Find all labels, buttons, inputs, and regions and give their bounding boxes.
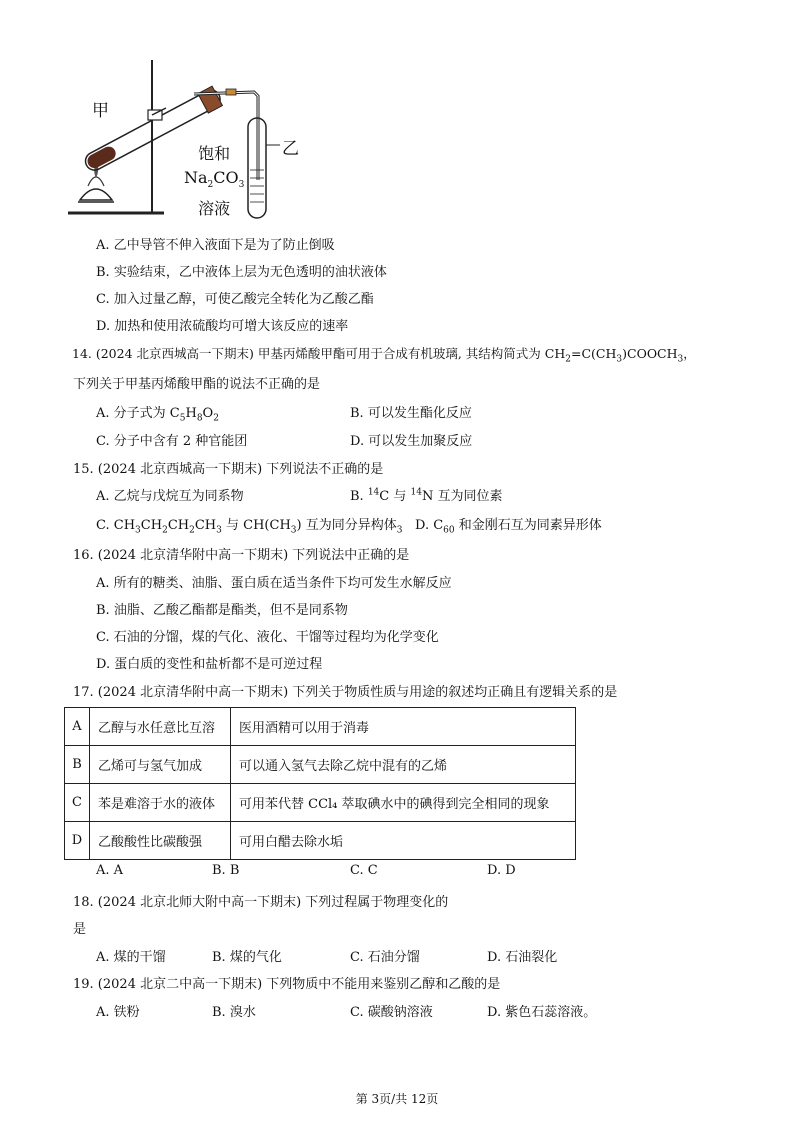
table-row — [65, 822, 576, 860]
q19-option-d: D. 紫色石蕊溶液。 — [487, 1005, 597, 1020]
reagent-line2: $Na_2CO_3$ — [184, 168, 245, 191]
row-use: 可用白醋去除水垢 — [231, 822, 576, 860]
q16-option-c: C. 石油的分馏，煤的气化、液化、干馏等过程均为化学变化 — [96, 630, 439, 645]
q18-option-b: B. 煤的气化 — [212, 950, 282, 965]
table-row — [65, 746, 576, 784]
q14-option-b: B. 可以发生酯化反应 — [350, 406, 472, 421]
q19-option-b: B. 溴水 — [212, 1005, 256, 1020]
row-key: A — [65, 708, 90, 746]
reagent-line1: 饱和 — [198, 144, 231, 163]
q17-answer-b: B. B — [212, 863, 240, 878]
q16-option-b: B. 油脂、乙酸乙酯都是酯类，但不是同系物 — [96, 603, 348, 618]
row-key: B — [65, 746, 90, 784]
q13-option-c: C. 加入过量乙醇，可使乙酸完全转化为乙酸乙酯 — [96, 292, 374, 307]
label-jia: 甲 — [92, 101, 109, 121]
label-yi: 乙 — [282, 139, 299, 159]
q15-option-d: D. $C_{60}$ 和金刚石互为同素异形体 — [415, 518, 602, 536]
q18-option-c: C. 石油分馏 — [350, 950, 420, 965]
row-use: 医用酒精可以用于消毒 — [231, 708, 576, 746]
q17-answer-d: D. D — [487, 863, 516, 878]
reagent-label — [184, 142, 244, 221]
q16-option-d: D. 蛋白质的变性和盐析都不是可逆过程 — [96, 657, 323, 672]
q15-option-a: A. 乙烷与戊烷互为同系物 — [96, 489, 244, 504]
row-key: C — [65, 784, 90, 822]
row-use: 可以通入氢气去除乙烷中混有的乙烯 — [231, 746, 576, 784]
table-row — [65, 784, 576, 822]
q15-option-b: B. $^{14}$C 与 $^{14}$N 互为同位素 — [350, 487, 503, 504]
row-use: 可用苯代替 CCl₄ 萃取碘水中的碘得到完全相同的现象 — [231, 784, 576, 822]
row-property: 乙烯可与氢气加成 — [90, 746, 231, 784]
q16-stem: 16. (2024 北京清华附中高一下期末) 下列说法中正确的是 — [73, 548, 410, 563]
table-row — [65, 708, 576, 746]
q15-option-c: C. $CH_3CH_2CH_2CH_3$ 与 $CH(CH_3)$ 互为同分异构体$_3$ — [96, 518, 403, 536]
row-key: D — [65, 822, 90, 860]
q14-stem-line2: 下列关于甲基丙烯酸甲酯的说法不正确的是 — [73, 377, 321, 392]
q18-stem-line2: 是 — [73, 922, 87, 937]
q14-stem: 14. (2024 北京西城高一下期末) 甲基丙烯酸甲酯可用于合成有机玻璃, 其结构简式为 $CH_2=C(CH_3)COOCH_3$， — [72, 346, 696, 365]
q13-option-b: B. 实验结束，乙中液体上层为无色透明的油状液体 — [96, 265, 387, 280]
q18-stem: 18. (2024 北京北师大附中高一下期末) 下列过程属于物理变化的 — [73, 895, 449, 910]
q14-option-c: C. 分子中含有 2 种官能团 — [96, 434, 248, 449]
reagent-line3: 溶液 — [198, 199, 231, 219]
q17-answer-c: C. C — [350, 863, 378, 878]
q16-option-a: A. 所有的糖类、油脂、蛋白质在适当条件下均可发生水解反应 — [96, 576, 452, 591]
q18-option-a: A. 煤的干馏 — [96, 950, 166, 965]
q14-option-d: D. 可以发生加聚反应 — [350, 434, 473, 449]
row-property: 苯是难溶于水的液体 — [90, 784, 231, 822]
q19-option-a: A. 铁粉 — [96, 1005, 140, 1020]
row-property: 乙醇与水任意比互溶 — [90, 708, 231, 746]
q18-option-d: D. 石油裂化 — [487, 950, 558, 965]
q17-answer-a: A. A — [96, 863, 124, 878]
q19-option-c: C. 碳酸钠溶液 — [350, 1005, 433, 1020]
q15-stem: 15. (2024 北京西城高一下期末) 下列说法不正确的是 — [73, 462, 384, 477]
q19-stem: 19. (2024 北京二中高一下期末) 下列物质中不能用来鉴别乙醇和乙酸的是 — [73, 977, 501, 992]
q14-option-a: A. 分子式为 $C_5H_8O_2$ — [96, 406, 219, 424]
apparatus-figure — [66, 60, 306, 220]
q13-option-a: A. 乙中导管不伸入液面下是为了防止倒吸 — [96, 238, 335, 253]
page-footer: 第 3页/共 12页 — [355, 1092, 439, 1106]
q17-table — [64, 707, 576, 860]
q17-stem: 17. (2024 北京清华附中高一下期末) 下列关于物质性质与用途的叙述均正确且有逻辑关系的是 — [73, 685, 618, 700]
q13-option-d: D. 加热和使用浓硫酸均可增大该反应的速率 — [96, 319, 349, 334]
row-property: 乙酸酸性比碳酸强 — [90, 822, 231, 860]
